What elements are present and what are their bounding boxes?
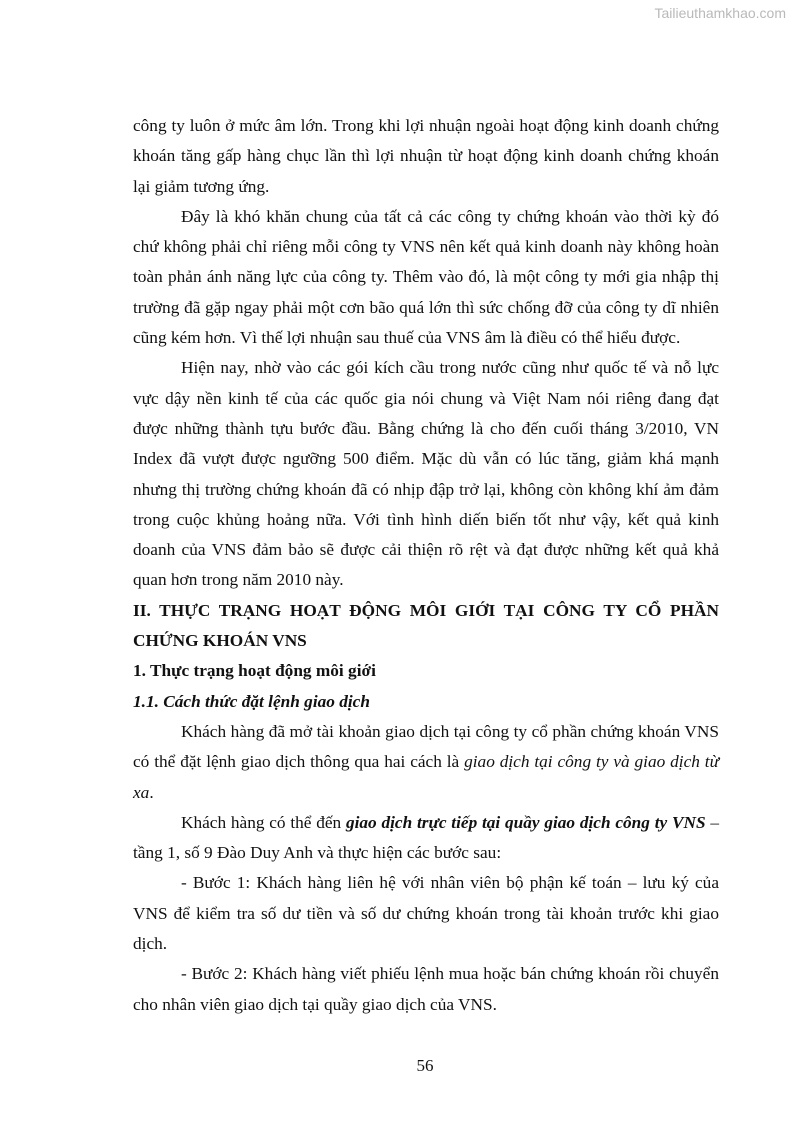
paragraph <box>133 808 719 869</box>
text: . <box>149 782 154 802</box>
text: – tầng 1, số 9 Đào Duy Anh và thực hiện các bước sau: <box>133 812 719 863</box>
paragraph: Hiện nay, nhờ vào các gói kích cầu trong nước cũng như quốc tế và nỗ lực vực dậy nền kinh tế của các quốc gia nói chung và Việt Nam nói riêng đang đạt được những thành tựu bước đầu. Bằng chứng là cho đến cuối tháng 3/2010, VN Index đã vượt được ngưỡng 500 điểm. Mặc dù vẫn có lúc tăng, giảm khá mạnh nhưng thị trường chứng khoán đã có nhịp đập trở lại, không còn không khí ảm đảm trong cuộc khủng hoảng nữa. Với tình hình diến biến tốt như vậy, kết quả kinh doanh của VNS đảm bảo sẽ được cải thiện rõ rệt và đạt được những kết quả khả quan hơn trong năm 2010 này. <box>133 358 719 590</box>
section-heading: II. THỰC TRẠNG HOẠT ĐỘNG MÔI GIỚI TẠI CÔNG TY CỔ PHẦN CHỨNG KHOÁN VNS <box>133 600 719 651</box>
emphasis: giao dịch trực tiếp tại quầy giao dịch công ty VNS <box>345 812 706 832</box>
text: Khách hàng có thể đến <box>181 812 346 832</box>
paragraph: Đây là khó khăn chung của tất cả các công ty chứng khoán vào thời kỳ đó chứ không phải chỉ riêng mỗi công ty VNS nên kết quả kinh doanh này không hoàn toàn phản ánh năng lực của công ty. Thêm vào đó, là một công ty mới gia nhập thị trường đã gặp ngay phải một cơn bão quá lớn thì sức chống đỡ của công ty dĩ nhiên cũng kém hơn. Vì thế lợi nhuận sau thuế của VNS âm là điều có thể hiểu được. <box>133 206 719 348</box>
emphasis: giao dịch tại công ty và giao dịch từ xa <box>133 752 720 802</box>
subsubsection-heading: 1.1. Cách thức đặt lệnh giao dịch <box>133 691 370 711</box>
paragraph <box>133 717 719 808</box>
document-body <box>133 111 719 1020</box>
step-item: - Bước 1: Khách hàng liên hệ với nhân viên bộ phận kế toán – lưu ký của VNS để kiểm tra số dư tiền và số dư chứng khoán trong tài khoản trước khi giao dịch. <box>133 873 719 954</box>
step-item: - Bước 2: Khách hàng viết phiếu lệnh mua hoặc bán chứng khoán rồi chuyển cho nhân viên giao dịch tại quầy giao dịch của VNS. <box>133 964 719 1014</box>
subsection-heading: 1. Thực trạng hoạt động môi giới <box>133 661 376 681</box>
text: Khách hàng đã mở tài khoản giao dịch tại công ty cổ phần chứng khoán VNS có thể đặt lệnh giao dịch thông qua hai cách là <box>133 721 719 772</box>
watermark: Tailieuthamkhao.com <box>654 5 786 21</box>
paragraph: công ty luôn ở mức âm lớn. Trong khi lợi nhuận ngoài hoạt động kinh doanh chứng khoán tăng gấp hàng chục lần thì lợi nhuận từ hoạt động kinh doanh chứng khoán lại giảm tương ứng. <box>133 116 719 196</box>
page-number: 56 <box>416 1056 434 1075</box>
